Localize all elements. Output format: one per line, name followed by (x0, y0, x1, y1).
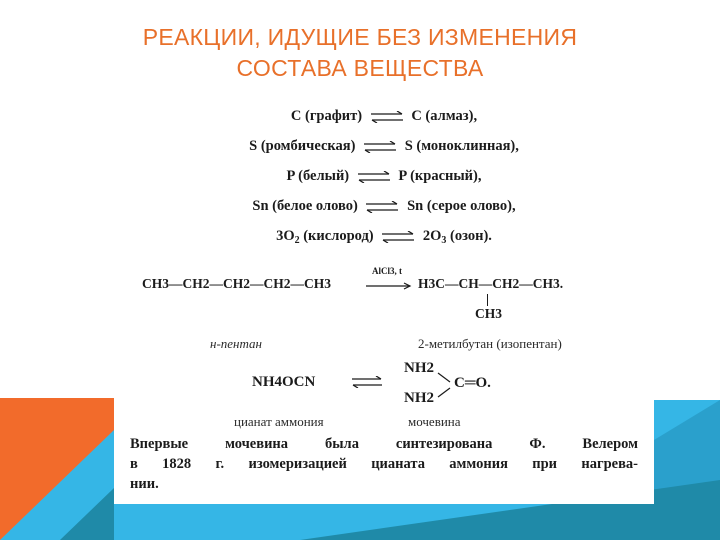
allotrope-left: 3O (276, 228, 295, 244)
allotrope-left-subscript: 2 (294, 235, 300, 246)
allotrope-row (114, 228, 654, 246)
equilibrium-arrow-icon (364, 201, 400, 213)
equilibrium-arrow-icon (356, 171, 392, 183)
note-line: в 1828 г. изомеризацией цианата аммония при нагрева- (130, 456, 638, 472)
allotrope-left: P (белый) (286, 168, 350, 184)
urea-top-group: NH2 (404, 360, 434, 376)
equilibrium-arrow-icon (362, 141, 398, 153)
urea-carbonyl: C═O. (454, 375, 491, 391)
allotrope-right-subscript: 3 (441, 235, 447, 246)
allotrope-row (114, 168, 654, 185)
equilibrium-arrow-icon (380, 231, 416, 243)
urea-bottom-group: NH2 (404, 390, 434, 406)
urea-name: мочевина (408, 414, 461, 429)
allotrope-right: 2O (422, 228, 442, 244)
allotrope-left-tail: (кислород) (299, 228, 374, 244)
branch-bond (487, 294, 488, 306)
allotrope-left: C (графит) (290, 108, 363, 124)
textbook-scan (114, 96, 654, 504)
allotrope-right: Sn (серое олово), (407, 198, 516, 214)
allotrope-row (114, 138, 654, 155)
allotrope-left: Sn (белое олово) (252, 198, 358, 214)
isopentane-formula: H3C—CH—CH2—CH3. (418, 276, 564, 291)
urea-bonds (436, 370, 454, 400)
pentane-formula: CH3—CH2—CH2—CH2—CH3 (142, 276, 331, 291)
allotrope-row (114, 198, 654, 215)
isopentane-branch: CH3 (475, 306, 502, 321)
equilibrium-arrow-icon (350, 376, 384, 388)
reaction-arrow-icon (366, 282, 412, 290)
ammonium-cyanate-name: цианат аммония (234, 414, 324, 429)
equilibrium-arrow-icon (369, 111, 405, 123)
allotrope-row (114, 108, 654, 125)
historical-note (130, 434, 638, 494)
allotrope-right: C (алмаз), (411, 108, 478, 124)
isopentane-name: 2-метилбутан (изопентан) (418, 336, 562, 351)
allotrope-left: S (ромбическая) (249, 138, 356, 154)
allotrope-right: S (моноклинная), (404, 138, 519, 154)
note-line: нии. (130, 476, 159, 492)
allotrope-right: P (красный), (398, 168, 482, 184)
ammonium-cyanate-formula: NH4OCN (252, 374, 316, 390)
title-line-1: РЕАКЦИИ, ИДУЩИЕ БЕЗ ИЗМЕНЕНИЯ (142, 24, 578, 50)
allotrope-right-tail: (озон). (446, 228, 492, 244)
title-line-2: СОСТАВА ВЕЩЕСТВА (236, 55, 484, 81)
pentane-name: н-пентан (210, 336, 262, 351)
reaction-conditions: AlCl3, t (372, 266, 402, 276)
slide-title (0, 22, 720, 84)
note-line: Впервые мочевина была синтезирована Ф. Велером (130, 436, 638, 452)
